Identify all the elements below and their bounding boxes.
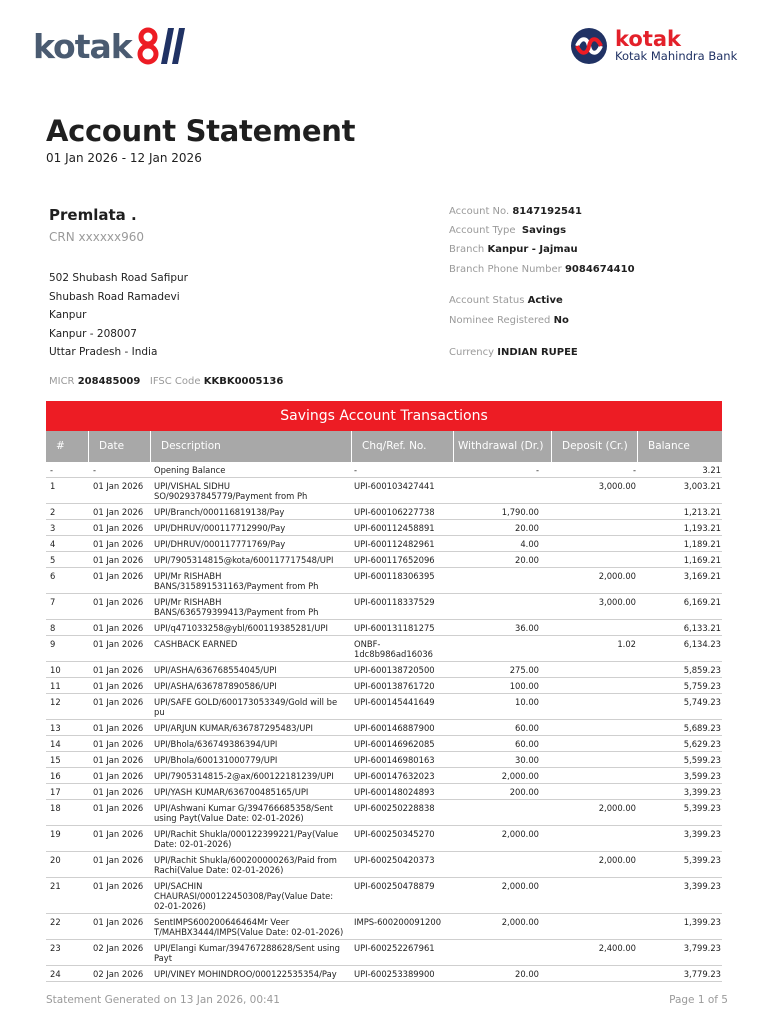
reference-cell: UPI-600138720500	[354, 665, 435, 675]
description-cell: UPI/Ashwani Kumar G/394766685358/Sent using Payt(Value Date: 02-01-2026)	[154, 803, 334, 823]
withdrawal-cell	[454, 855, 541, 875]
kotak-mahindra-logo	[567, 26, 737, 66]
balance-cell: 3,599.23	[683, 771, 721, 781]
deposit-cell: 2,000.00	[598, 803, 636, 813]
header-description: Description	[151, 431, 352, 462]
reference-cell: UPI-600146962085	[354, 739, 435, 749]
table-row	[46, 914, 722, 940]
header-withdrawal: Withdrawal (Dr.)	[454, 431, 552, 462]
deposit-cell	[541, 755, 638, 765]
kotak-infinity-icon	[134, 26, 188, 66]
reference-cell: UPI-600103427441	[354, 481, 435, 491]
kotak-brand-subtitle: Kotak Mahindra Bank	[615, 49, 738, 64]
balance-cell: 1,189.21	[683, 539, 721, 549]
serial-cell: 13	[50, 723, 61, 733]
branch-phone-label: Branch Phone Number	[449, 264, 562, 275]
table-row	[46, 678, 722, 694]
date-cell: 01 Jan 2026	[93, 855, 144, 865]
serial-cell: 15	[50, 755, 61, 765]
description-cell: UPI/SAFE GOLD/600173053349/Gold will be pu	[154, 697, 338, 717]
header-serial: #	[46, 431, 89, 462]
branch-value: Kanpur - Jajmau	[487, 244, 578, 255]
withdrawal-cell	[454, 571, 541, 591]
date-cell: 01 Jan 2026	[93, 697, 144, 707]
serial-cell: 4	[50, 539, 56, 549]
account-number-label: Account No.	[449, 206, 510, 217]
date-cell: 01 Jan 2026	[93, 829, 144, 839]
table-row	[46, 966, 722, 982]
withdrawal-cell: 2,000.00	[501, 771, 539, 781]
deposit-cell	[541, 917, 638, 937]
deposit-cell	[541, 771, 638, 781]
reference-cell: UPI-600252267961	[354, 943, 435, 953]
description-cell: UPI/Mr RISHABH BANS/315891531163/Payment from Ph	[154, 571, 319, 591]
deposit-cell	[541, 507, 638, 517]
address-line: Kanpur - 208007	[49, 327, 137, 340]
table-row	[46, 478, 722, 504]
withdrawal-cell	[454, 481, 541, 501]
page-header	[0, 0, 768, 100]
nominee-value: No	[553, 315, 569, 326]
page-title: Account Statement	[46, 114, 356, 148]
header-deposit: Deposit (Cr.)	[552, 431, 638, 462]
table-row	[46, 662, 722, 678]
withdrawal-cell: 20.00	[515, 555, 539, 565]
balance-cell: 5,629.23	[683, 739, 721, 749]
ifsc-value: KKBK0005136	[203, 376, 284, 387]
reference-cell: UPI-600131181275	[354, 623, 435, 633]
transactions-header	[46, 431, 722, 462]
serial-cell: 22	[50, 917, 61, 927]
description-cell: CASHBACK EARNED	[154, 639, 238, 649]
withdrawal-cell: 2,000.00	[501, 829, 539, 839]
serial-cell: 1	[50, 481, 56, 491]
date-cell: 02 Jan 2026	[93, 969, 144, 979]
description-cell: UPI/Rachit Shukla/000122399221/Pay(Value Date: 02-01-2026)	[154, 829, 339, 849]
withdrawal-cell: 1,790.00	[501, 507, 539, 517]
reference-cell: UPI-600250228838	[354, 803, 435, 813]
serial-cell: 24	[50, 969, 61, 979]
deposit-cell	[541, 787, 638, 797]
deposit-cell	[541, 723, 638, 733]
description-cell: UPI/ASHA/636787890586/UPI	[154, 681, 277, 691]
deposit-cell: 2,000.00	[598, 855, 636, 865]
date-cell: 01 Jan 2026	[93, 597, 144, 607]
serial-cell: 20	[50, 855, 61, 865]
account-type-label: Account Type	[449, 225, 516, 236]
deposit-cell	[541, 681, 638, 691]
deposit-cell	[541, 523, 638, 533]
kotak-wordmark: kotak	[33, 26, 132, 66]
balance-cell: 5,689.23	[683, 723, 721, 733]
date-cell: 01 Jan 2026	[93, 523, 144, 533]
reference-cell: UPI-600106227738	[354, 507, 435, 517]
serial-cell: 3	[50, 523, 56, 533]
branch-label: Branch	[449, 244, 485, 255]
nominee-label: Nominee Registered	[449, 315, 551, 326]
reference-cell: UPI-600118306395	[354, 571, 435, 581]
page-number: Page 1 of 5	[669, 994, 728, 1006]
serial-cell: 2	[50, 507, 56, 517]
kotak-logo-left	[33, 24, 188, 68]
description-cell: UPI/DHRUV/000117712990/Pay	[154, 523, 286, 533]
balance-cell: 5,599.23	[683, 755, 721, 765]
date-cell: 01 Jan 2026	[93, 555, 144, 565]
table-row	[46, 800, 722, 826]
nominee-row	[449, 315, 569, 326]
balance-cell: 5,859.23	[683, 665, 721, 675]
account-status-label: Account Status	[449, 295, 525, 306]
table-row	[46, 720, 722, 736]
deposit-cell	[541, 623, 638, 633]
deposit-cell	[541, 739, 638, 749]
transactions-caption: Savings Account Transactions	[46, 401, 722, 431]
description-cell: UPI/q471033258@ybl/600119385281/UPI	[154, 623, 328, 633]
customer-name: Premlata .	[49, 206, 137, 224]
balance-cell: 3,399.23	[683, 787, 721, 797]
balance-cell: 3,169.21	[683, 571, 721, 581]
header-date: Date	[89, 431, 151, 462]
account-number-row	[449, 206, 582, 217]
address-line: Shubash Road Ramadevi	[49, 290, 180, 303]
date-cell: 01 Jan 2026	[93, 623, 144, 633]
description-cell: UPI/VINEY MOHINDROO/000122535354/Pay	[154, 969, 337, 979]
description-cell: UPI/ARJUN KUMAR/636787295483/UPI	[154, 723, 313, 733]
date-cell: 02 Jan 2026	[93, 943, 144, 953]
transactions-body	[46, 462, 722, 982]
table-row	[46, 752, 722, 768]
table-row	[46, 594, 722, 620]
ifsc-label: IFSC Code	[149, 376, 201, 387]
currency-row	[449, 347, 578, 358]
statement-generated: Statement Generated on 13 Jan 2026, 00:41	[46, 994, 280, 1006]
address-line: Kanpur	[49, 309, 87, 322]
reference-cell: UPI-600250420373	[354, 855, 435, 865]
balance-cell: 3,799.23	[683, 943, 721, 953]
reference-cell: UPI-600146980163	[354, 755, 435, 765]
date-cell: 01 Jan 2026	[93, 507, 144, 517]
date-cell: 01 Jan 2026	[93, 739, 144, 749]
customer-crn: CRN xxxxxx960	[49, 230, 145, 244]
date-cell: 01 Jan 2026	[93, 571, 144, 581]
deposit-cell: 3,000.00	[598, 481, 636, 491]
description-cell: UPI/7905314815@kota/600117717548/UPI	[154, 555, 334, 565]
withdrawal-cell: 2,000.00	[501, 881, 539, 891]
date-cell: 01 Jan 2026	[93, 771, 144, 781]
account-type-value: Savings	[521, 225, 567, 236]
description-cell: UPI/ASHA/636768554045/UPI	[154, 665, 277, 675]
balance-cell: 5,399.23	[683, 803, 721, 813]
serial-cell: -	[50, 465, 54, 475]
branch-phone-value: 9084674410	[564, 264, 635, 275]
balance-cell: 3,779.23	[683, 969, 721, 979]
balance-cell: 3,003.21	[683, 481, 721, 491]
balance-cell: 5,759.23	[683, 681, 721, 691]
date-cell: 01 Jan 2026	[93, 481, 144, 491]
serial-cell: 18	[50, 803, 61, 813]
withdrawal-cell: 30.00	[515, 755, 539, 765]
serial-cell: 14	[50, 739, 61, 749]
table-row	[46, 536, 722, 552]
serial-cell: 17	[50, 787, 61, 797]
account-status-value: Active	[527, 295, 563, 306]
reference-cell: UPI-600112458891	[354, 523, 435, 533]
deposit-cell: 2,000.00	[598, 571, 636, 581]
withdrawal-cell	[454, 597, 541, 617]
balance-cell: 1,169.21	[683, 555, 721, 565]
account-number-value: 8147192541	[512, 206, 582, 217]
table-row	[46, 462, 722, 478]
currency-label: Currency	[449, 347, 495, 358]
reference-cell: UPI-600148024893	[354, 787, 435, 797]
serial-cell: 7	[50, 597, 56, 607]
reference-cell: UPI-600147632023	[354, 771, 435, 781]
date-cell: 01 Jan 2026	[93, 681, 144, 691]
deposit-cell: 3,000.00	[598, 597, 636, 607]
withdrawal-cell: 200.00	[509, 787, 539, 797]
serial-cell: 16	[50, 771, 61, 781]
description-cell: UPI/YASH KUMAR/636700485165/UPI	[154, 787, 309, 797]
table-row	[46, 736, 722, 752]
deposit-cell	[541, 539, 638, 549]
date-cell: -	[93, 465, 97, 475]
date-cell: 01 Jan 2026	[93, 665, 144, 675]
description-cell: UPI/Bhola/636749386394/UPI	[154, 739, 278, 749]
table-row	[46, 620, 722, 636]
reference-cell: UPI-600138761720	[354, 681, 435, 691]
deposit-cell	[541, 697, 638, 717]
table-row	[46, 636, 722, 662]
balance-cell: 1,193.21	[683, 523, 721, 533]
description-cell: Opening Balance	[154, 465, 226, 475]
currency-value: INDIAN RUPEE	[497, 347, 578, 358]
withdrawal-cell	[454, 803, 541, 823]
address-line: 502 Shubash Road Safipur	[49, 272, 188, 284]
table-row	[46, 568, 722, 594]
account-type-row	[449, 225, 566, 236]
reference-cell: IMPS-600200091200	[354, 917, 442, 927]
reference-cell: ONBF-1dc8b986ad16036	[354, 639, 433, 659]
description-cell: UPI/SACHIN CHAURASI/000122450308/Pay(Value Date: 02-01-2026)	[154, 881, 334, 911]
reference-cell: UPI-600117652096	[354, 555, 435, 565]
withdrawal-cell: 60.00	[515, 739, 539, 749]
date-cell: 01 Jan 2026	[93, 755, 144, 765]
withdrawal-cell: -	[535, 465, 539, 475]
description-cell: UPI/Elangi Kumar/394767288628/Sent using Payt	[154, 943, 340, 963]
balance-cell: 6,169.21	[683, 597, 721, 607]
date-cell: 01 Jan 2026	[93, 917, 144, 927]
address-line: Uttar Pradesh - India	[49, 346, 158, 359]
header-balance: Balance	[648, 440, 690, 452]
serial-cell: 6	[50, 571, 56, 581]
account-status-row	[449, 295, 563, 306]
deposit-cell	[541, 665, 638, 675]
withdrawal-cell	[454, 639, 541, 659]
kotak-brand-name: kotak	[615, 27, 682, 52]
balance-cell: 6,134.23	[683, 639, 721, 649]
serial-cell: 11	[50, 681, 61, 691]
reference-cell: UPI-600145441649	[354, 697, 435, 707]
withdrawal-cell: 36.00	[515, 623, 539, 633]
table-row	[46, 552, 722, 568]
balance-cell: 3.21	[702, 465, 721, 475]
table-row	[46, 784, 722, 800]
serial-cell: 5	[50, 555, 56, 565]
branch-phone-row	[449, 264, 635, 275]
withdrawal-cell: 275.00	[509, 665, 539, 675]
date-cell: 01 Jan 2026	[93, 787, 144, 797]
serial-cell: 19	[50, 829, 61, 839]
balance-cell: 5,749.23	[683, 697, 721, 707]
branch-row	[449, 244, 578, 255]
table-row	[46, 940, 722, 966]
reference-cell: UPI-600250478879	[354, 881, 435, 891]
table-row	[46, 504, 722, 520]
reference-cell: -	[354, 465, 358, 475]
withdrawal-cell: 20.00	[515, 523, 539, 533]
micr-label: MICR	[49, 376, 75, 387]
deposit-cell	[541, 829, 638, 849]
withdrawal-cell: 2,000.00	[501, 917, 539, 927]
description-cell: UPI/Bhola/600131000779/UPI	[154, 755, 278, 765]
serial-cell: 8	[50, 623, 56, 633]
header-reference: Chq/Ref. No.	[352, 431, 454, 462]
description-cell: UPI/VISHAL SIDHU SO/902937845779/Payment from Ph	[154, 481, 308, 501]
withdrawal-cell	[454, 943, 541, 963]
date-cell: 01 Jan 2026	[93, 539, 144, 549]
deposit-cell	[541, 881, 638, 911]
balance-cell: 6,133.21	[683, 623, 721, 633]
serial-cell: 9	[50, 639, 56, 649]
customer-address	[49, 269, 188, 362]
statement-period: 01 Jan 2026 - 12 Jan 2026	[46, 151, 202, 165]
description-cell: UPI/Rachit Shukla/600200000263/Paid from Rachi(Value Date: 02-01-2026)	[154, 855, 337, 875]
serial-cell: 12	[50, 697, 61, 707]
balance-cell: 3,399.23	[683, 881, 721, 891]
description-cell: UPI/Branch/000116819138/Pay	[154, 507, 285, 517]
reference-cell: UPI-600250345270	[354, 829, 435, 839]
deposit-cell	[541, 555, 638, 565]
reference-cell: UPI-600253389900	[354, 969, 435, 979]
kotak-emblem-icon	[567, 26, 611, 66]
micr-value: 208485009	[77, 376, 141, 387]
reference-cell: UPI-600146887900	[354, 723, 435, 733]
description-cell: UPI/7905314815-2@ax/600122181239/UPI	[154, 771, 334, 781]
balance-cell: 1,399.23	[683, 917, 721, 927]
serial-cell: 21	[50, 881, 61, 891]
deposit-cell	[541, 969, 638, 979]
withdrawal-cell: 4.00	[520, 539, 539, 549]
date-cell: 01 Jan 2026	[93, 723, 144, 733]
table-row	[46, 852, 722, 878]
withdrawal-cell: 20.00	[515, 969, 539, 979]
table-row	[46, 694, 722, 720]
description-cell: SentIMPS600200646464Mr Veer T/MAHBX3444/IMPS(Value Date: 02-01-2026)	[154, 917, 344, 937]
deposit-cell: 2,400.00	[598, 943, 636, 953]
withdrawal-cell: 10.00	[515, 697, 539, 707]
reference-cell: UPI-600118337529	[354, 597, 435, 607]
balance-cell: 3,399.23	[683, 829, 721, 839]
table-row	[46, 768, 722, 784]
date-cell: 01 Jan 2026	[93, 639, 144, 649]
description-cell: UPI/Mr RISHABH BANS/636579399413/Payment from Ph	[154, 597, 319, 617]
serial-cell: 23	[50, 943, 61, 953]
table-row	[46, 878, 722, 914]
withdrawal-cell: 100.00	[509, 681, 539, 691]
date-cell: 01 Jan 2026	[93, 881, 144, 891]
serial-cell: 10	[50, 665, 61, 675]
balance-cell: 1,213.21	[683, 507, 721, 517]
description-cell: UPI/DHRUV/000117771769/Pay	[154, 539, 286, 549]
table-row	[46, 826, 722, 852]
table-row	[46, 520, 722, 536]
reference-cell: UPI-600112482961	[354, 539, 435, 549]
deposit-cell: 1.02	[617, 639, 636, 649]
bank-codes	[49, 376, 283, 387]
withdrawal-cell: 60.00	[515, 723, 539, 733]
deposit-cell: -	[632, 465, 636, 475]
date-cell: 01 Jan 2026	[93, 803, 144, 813]
balance-cell: 5,399.23	[683, 855, 721, 865]
